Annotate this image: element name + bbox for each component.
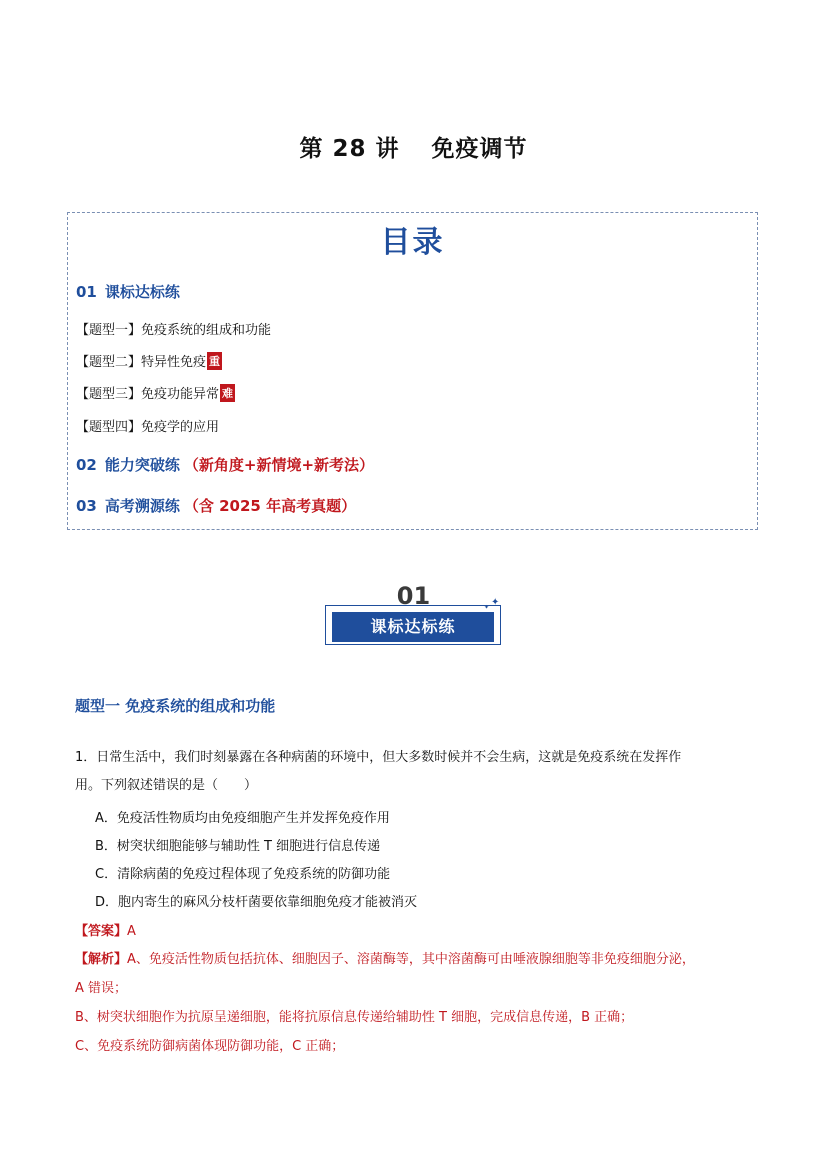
toc-section-3-number: 03 (76, 497, 97, 515)
lecture-number: 第 28 讲 (299, 136, 400, 162)
section-heading: 题型一 免疫系统的组成和功能 (75, 697, 276, 715)
key-point-tag: 重 (207, 352, 222, 370)
toc-section-2-label: 能力突破练 (104, 456, 180, 474)
option-c: C．清除病菌的免疫过程体现了免疫系统的防御功能 (95, 867, 391, 882)
table-of-contents (67, 212, 758, 530)
question-stem-line-1: 1．日常生活中，我们时刻暴露在各种病菌的环境中，但大多数时候并不会生病，这就是免疫系统在发挥作 (75, 750, 682, 765)
toc-section-2-subtitle: （新角度+新情境+新考法） (183, 456, 375, 474)
toc-item-1[interactable] (76, 319, 271, 338)
toc-section-1[interactable] (76, 281, 180, 302)
difficult-tag: 难 (220, 384, 235, 402)
toc-item-2[interactable] (76, 351, 222, 370)
toc-heading: 目录 (380, 225, 445, 260)
sparkle-small-icon: ✦ (484, 604, 490, 611)
analysis-label: 【解析】 (75, 952, 128, 967)
toc-item-label: 【题型四】免疫学的应用 (76, 420, 220, 435)
analysis-line-1 (75, 948, 760, 967)
answer-label: 【答案】 (75, 924, 128, 939)
toc-section-1-number: 01 (76, 283, 97, 301)
analysis-line-2: A 错误； (75, 981, 128, 996)
lecture-topic: 免疫调节 (431, 136, 528, 162)
toc-item-label: 【题型二】特异性免疫 (76, 355, 207, 370)
sparkle-icon: ✦ (491, 597, 500, 608)
toc-item-label: 【题型一】免疫系统的组成和功能 (76, 323, 272, 338)
answer-line (75, 920, 760, 939)
section-badge-label: 课标达标练 (332, 612, 494, 642)
question-stem-line-2: 用。下列叙述错误的是（ ） (75, 778, 258, 793)
toc-section-1-label: 课标达标练 (104, 283, 180, 301)
toc-section-3[interactable] (76, 495, 356, 516)
toc-section-2[interactable] (76, 454, 374, 475)
toc-section-3-label: 高考溯源练 (104, 497, 180, 515)
analysis-text: A、免疫活性物质包括抗体、细胞因子、溶菌酶等，其中溶菌酶可由唾液腺细胞等非免疫细胞分泌， (127, 952, 695, 967)
toc-section-2-number: 02 (76, 456, 97, 474)
toc-item-label: 【题型三】免疫功能异常 (76, 387, 220, 402)
page-title (0, 130, 827, 163)
option-d: D．胞内寄生的麻风分枝杆菌要依靠细胞免疫才能被消灭 (95, 895, 418, 910)
analysis-line-4: C、免疫系统防御病菌体现防御功能，C 正确； (75, 1039, 345, 1054)
section-badge-number: 01 (396, 582, 431, 610)
toc-section-3-subtitle: （含 2025 年高考真题） (183, 497, 357, 515)
answer-value: A (127, 924, 136, 939)
toc-item-4[interactable] (76, 416, 219, 435)
option-b: B．树突状细胞能够与辅助性 T 细胞进行信息传递 (95, 839, 381, 854)
toc-item-3[interactable] (76, 383, 235, 402)
analysis-line-3: B、树突状细胞作为抗原呈递细胞，能将抗原信息传递给辅助性 T 细胞，完成信息传递，B 正确； (75, 1010, 634, 1025)
option-a: A．免疫活性物质均由免疫细胞产生并发挥免疫作用 (95, 811, 390, 826)
